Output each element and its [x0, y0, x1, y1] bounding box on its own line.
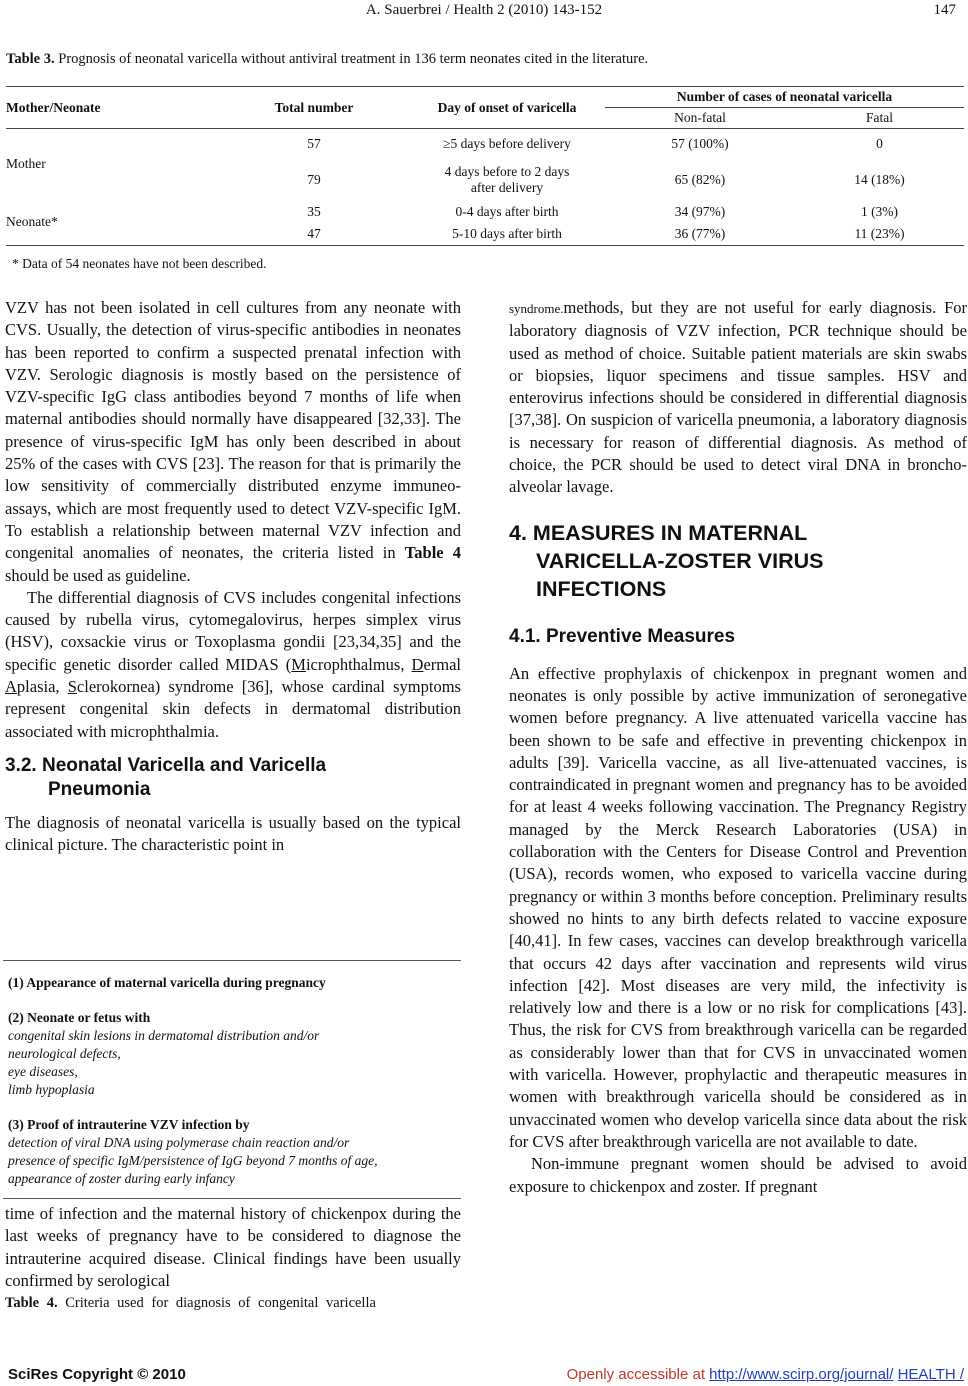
text: plasia,: [16, 677, 68, 697]
table4-criterion: (2) Neonate or fetus with: [8, 1010, 151, 1025]
left-column-bottom: [5, 1203, 461, 1314]
table4-item: presence of specific IgM/persistence of IgG beyond 7 months of age,: [8, 1153, 378, 1168]
text: syndrome.: [509, 301, 564, 316]
footer-access: [567, 1366, 964, 1383]
table3-header-onset: Day of onset of varicella: [437, 99, 577, 115]
paragraph: [509, 297, 967, 499]
paragraph: [5, 297, 461, 587]
table4-item: detection of viral DNA using polymerase chain reaction and/or: [8, 1135, 350, 1150]
table4-label: Table 4.: [5, 1295, 58, 1312]
table4-item: limb hypoplasia: [8, 1082, 95, 1097]
table3-cell: [409, 160, 605, 200]
table3-header-nonfatal: Non-fatal: [674, 110, 726, 125]
table3-cell: 35: [307, 203, 321, 219]
page-number: 147: [933, 2, 956, 18]
text: VZV has not been isolated in cell cultures from any neonate with CVS. Usually, the detection of virus-specific antibodies in neonates has been reported to confirm a suspected prenatal infection with VZV. Serologic diagnosis is mostly based on the persistence of VZV-specific IgG class antibodies beyond 7 months of life when maternal antibodies should normally have disappeared [32,33]. The presence of virus-specific IgM has only been described in about 25% of the cases with CVS [23]. The reason for that is primarily the low sensitivity of commercially distributed enzyme immuneo-assays, which are most frequently used to detect VZV-specific IgM. To establish a relationship between maternal VZV infection and congenital anomalies of neonates, the criteria listed in: [5, 298, 461, 563]
table4-item: appearance of zoster during early infancy: [8, 1171, 235, 1186]
right-column: [509, 297, 967, 1198]
table4-criterion: (1) Appearance of maternal varicella during pregnancy: [8, 975, 326, 990]
text: A: [5, 677, 17, 697]
table4-item: eye diseases,: [8, 1064, 78, 1079]
left-column: [5, 297, 461, 857]
table3-cell: 1 (3%): [860, 203, 899, 219]
text: D: [411, 654, 424, 674]
table3-cell: 34 (97%): [674, 203, 726, 219]
table4-box: [3, 960, 461, 1199]
section-heading-4: [509, 519, 967, 603]
section-heading-3-2: [5, 754, 461, 802]
table3-header-mother-neonate: Mother/Neonate: [6, 99, 101, 115]
heading-line: Pneumonia: [48, 778, 151, 800]
table4-ref: Table 4: [404, 543, 461, 563]
table3-header-cases: Number of cases of neonatal varicella: [605, 87, 964, 108]
table3: [6, 86, 964, 246]
table3-cell: 57: [307, 136, 321, 152]
table3-onset-line2: after delivery: [470, 179, 544, 195]
table3-cell: 0: [876, 136, 883, 152]
table3-cell: 57 (100%): [671, 136, 729, 152]
footer-url-link[interactable]: http://www.scirp.org/journal/: [709, 1366, 894, 1383]
table4-caption-text: Criteria used for diagnosis of congenital varicella: [57, 1295, 376, 1312]
table3-group-mother: Mother: [6, 156, 46, 172]
section-heading-4-1: 4.1. Preventive Measures: [509, 625, 736, 647]
table4-group: [3, 974, 461, 992]
table3-cell: 5-10 days after birth: [452, 226, 562, 242]
table3-cell: 79: [307, 171, 321, 187]
text: The differential diagnosis of CVS includes congenital infections caused by rubella virus, cytomegalovirus, herpes simplex virus (HSV), coxsackie virus or Toxoplasma gondii [23,34,35] and the specific genetic disorder called MIDAS (: [5, 587, 461, 674]
table3-cell: 65 (82%): [674, 171, 726, 187]
paragraph: Non-immune pregnant women should be advised to avoid exposure to chickenpox and zoster. If pregnant: [509, 1154, 967, 1196]
table3-header-total: Total number: [274, 99, 354, 115]
footer-oa-text: Openly accessible at: [566, 1366, 710, 1383]
table4-item: congenital skin lesions in dermatomal distribution and/or: [8, 1028, 320, 1043]
table3-cell: 47: [307, 226, 321, 242]
text: clerokornea) syndrome [36], whose cardinal symptoms represent congenital skin defects in dermatomal distribution associated with microphthalmia.: [5, 677, 461, 741]
paragraph: An effective prophylaxis of chickenpox in pregnant women and neonates is only possible by active immunization of seronegative women before pregnancy. A live attenuated varicella vaccine has been shown to be safe and effective in preventing chickenpox in adults [39]. Varicella vaccine, as all live-attenuated vaccines, is contraindicated in pregnant women and pregnancy has to be avoided for at least 4 weeks following vaccination. The Pregnancy Registry managed by the Merck Research Laboratories (USA) in collaboration with the Centers for Disease Control and Prevention (USA), records women, who exposed to varicella vaccine during pregnancy or within 3 months before conception. Preliminary results showed no hints to any birth defects related to vaccine exposure [40,41]. In few cases, vaccines can develop breakthrough varicella that occurs 42 days after vaccination and represents wild virus infection [42]. Most diseases are very mild, the infectivity is relatively low and there is a low or no risk for complications [43]. Thus, the risk for CVS from breakthrough varicella can be regarded as considerably lower than that for CVS in unvaccinated women with varicella. However, prophylactic and therapeutic measures in women with breakthrough varicella should be considered as in unvaccinated women who develop varicella since data about the risk for CVS after breakthrough varicella are not available to date.: [509, 663, 967, 1151]
table3-cell: 14 (18%): [854, 171, 905, 187]
paragraph: time of infection and the maternal history of chickenpox during the last weeks of pregnancy have to be considered to diagnose the intrauterine acquired disease. Clinical findings have been usually confirmed by serological: [5, 1204, 461, 1290]
table3-cell: 11 (23%): [854, 226, 905, 242]
text: should be used as guideline.: [5, 565, 191, 585]
text: ermal: [423, 654, 461, 674]
text: S: [67, 677, 77, 697]
table3-caption: [6, 51, 648, 68]
text: methods, but they are not useful for early diagnosis. For laboratory diagnosis of VZV infection, PCR technique should be used as method of choice. Suitable patient materials are skin swabs or biopsies, liquor specimens and tissue samples. HSV and enterovirus infections should be considered in differential diagnosis [37,38]. On suspicion of varicella pneumonia, a laboratory diagnosis is necessary for reason of differential diagnosis. As method of choice, the PCR should be used to detect viral DNA in broncho-alveolar lavage.: [509, 298, 967, 497]
table4-group: [3, 1116, 461, 1188]
table4-caption: [5, 1292, 461, 1314]
table3-label: Table 3.: [6, 51, 55, 67]
table3-cell: 36 (77%): [674, 226, 726, 242]
table3-onset-line1: 4 days before to 2 days: [444, 163, 570, 179]
table3-footnote: * Data of 54 neonates have not been described.: [12, 256, 267, 271]
running-header: A. Sauerbrei / Health 2 (2010) 143-152: [365, 2, 603, 18]
table4-item: neurological defects,: [8, 1046, 121, 1061]
table3-cell: ≥5 days before delivery: [443, 136, 571, 152]
table4-criterion: (3) Proof of intrauterine VZV infection by: [8, 1117, 250, 1132]
text: M: [291, 654, 306, 674]
table3-group-neonate: Neonate*: [6, 214, 58, 230]
table3-caption-text: Prognosis of neonatal varicella without antiviral treatment in 136 term neonates cited in the literature.: [58, 51, 649, 67]
paragraph: The diagnosis of neonatal varicella is usually based on the typical clinical picture. The characteristic point in: [5, 812, 461, 855]
table4-group: [3, 1009, 461, 1099]
paragraph: [5, 587, 461, 743]
table3-cell: 0-4 days after birth: [455, 203, 559, 219]
table3-header-fatal: Fatal: [866, 110, 893, 125]
heading-line: 4. MEASURES IN MATERNAL: [509, 520, 808, 545]
heading-line: VARICELLA-ZOSTER VIRUS: [536, 548, 824, 573]
heading-line: INFECTIONS: [536, 576, 667, 601]
footer-copyright: SciRes Copyright © 2010: [8, 1366, 186, 1383]
heading-line: 3.2. Neonatal Varicella and Varicella: [5, 754, 327, 776]
footer-journal-link[interactable]: HEALTH /: [897, 1366, 964, 1383]
text: icrophthalmus,: [305, 654, 412, 674]
